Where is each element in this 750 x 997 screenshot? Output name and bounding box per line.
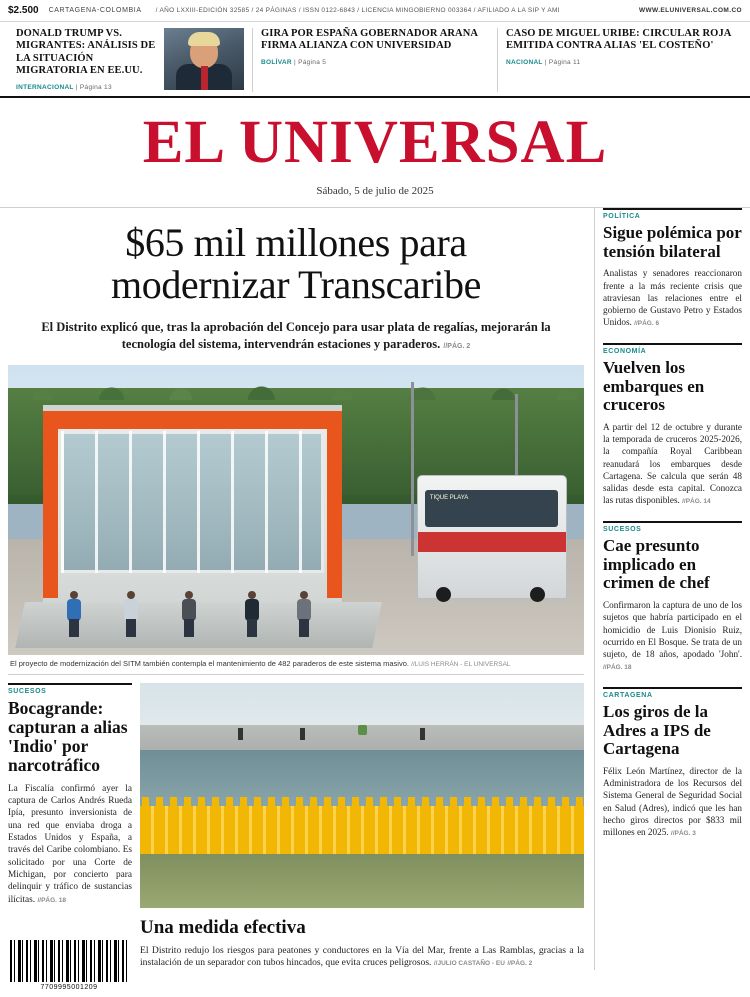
lead-deck-page: //PÁG. 2 (443, 342, 471, 350)
rail-headline[interactable]: Cae presunto implicado en crimen de chef (603, 536, 710, 593)
bocagrande-body (8, 783, 132, 907)
rail-body (603, 421, 742, 507)
medida-efectiva-credit: //JULIO CASTAÑO - EU (433, 960, 505, 968)
pedestrian-figure (123, 591, 139, 637)
pedestrian-figure (244, 591, 260, 637)
station-ribs (61, 431, 325, 573)
pedestrian-figure (238, 728, 243, 740)
barcode-area (10, 940, 128, 991)
rail-body-text: Félix León Martínez, director de la Administradora de los Recursos del Sistema General de Seguridad Social en Salud (Adres), indicó que les han hecho giros directos por $833 mil millones en 2025. (603, 766, 742, 838)
medida-efectiva-body (140, 945, 584, 971)
rail-body (603, 599, 742, 673)
pedestrian-figure (66, 591, 82, 637)
lead-story (8, 208, 584, 353)
station-roof-band (43, 411, 343, 429)
teaser-text (16, 28, 158, 92)
section-label-sucesos[interactable]: SUCESOS (603, 521, 742, 533)
teaser-photo-trump (164, 28, 244, 90)
pedestrian-figure (300, 728, 305, 740)
lead-photo (8, 365, 584, 655)
teaser-section[interactable]: INTERNACIONAL (16, 83, 74, 91)
photo-tie-shape (201, 66, 208, 90)
lead-headline-line2: modernizar Transcaribe (111, 262, 481, 308)
top-info-bar (0, 0, 750, 22)
lead-headline[interactable] (14, 222, 578, 307)
rail-story-economia (603, 343, 742, 517)
teaser-item[interactable] (8, 28, 252, 92)
bocagrande-headline[interactable]: Bocagrande: capturan a alias 'Indio' por narcotráfico (8, 697, 128, 776)
teaser-strip (0, 22, 750, 98)
website-url[interactable]: WWW.ELUNIVERSAL.COM.CO (638, 7, 742, 14)
photo-hair-shape (188, 32, 220, 46)
bocagrande-body-text: La Fiscalía confirmó ayer la captura de Carlos Andrés Rueda Ipía, presunto inversionista de una red que enviaba droga a Estados Unidos y España, a través del Caribe colombiano. Es solicitado por una Corte de Michigan, por concierto para delinquir y tráfico de sustancias ilícitas. (8, 783, 132, 905)
pedestrian-figure (181, 591, 197, 637)
teaser-section[interactable]: NACIONAL (506, 58, 543, 66)
rail-headline[interactable]: Los giros de la Adres a IPS de Cartagena (603, 701, 711, 759)
teaser-kicker (261, 59, 489, 66)
station-pillar-left (43, 423, 58, 597)
right-rail (594, 208, 742, 970)
newspaper-logo[interactable]: EL UNIVERSAL (142, 109, 608, 176)
photo2-grass (140, 854, 584, 908)
rail-story-cartagena (603, 687, 742, 849)
rail-story-sucesos (603, 521, 742, 683)
section-label-sucesos[interactable]: SUCESOS (8, 683, 132, 695)
cyclist-icon (358, 725, 367, 735)
section-label-economia[interactable]: ECONOMÍA (603, 343, 742, 355)
lead-deck-text: El Distrito explicó que, tras la aprobación del Concejo para usar plata de regalías, mejorarán la tecnología del sistema, intervendrán estaciones y paraderos. (41, 319, 551, 351)
rail-headline[interactable]: Sigue polémica por tensión bilateral (603, 223, 742, 261)
edition-metadata: / AÑO LXXIII-EDICIÓN 32585 / 24 PÁGINAS / ISSN 0122-6843 / LICENCIA MINGOBIERNO 003364 / AFILIADO A LA SIP Y AMI (155, 7, 560, 14)
rail-page: //PÁG. 3 (670, 830, 696, 838)
bocagrande-story (8, 683, 140, 971)
rail-body (603, 267, 742, 329)
lead-photo-caption (8, 655, 584, 675)
pedestrian-figure (420, 728, 425, 740)
pedestrian-figure (296, 591, 312, 637)
masthead (0, 98, 750, 208)
rail-story-politica (603, 208, 742, 339)
teaser-kicker (16, 84, 158, 91)
medida-efectiva-body-text: El Distrito redujo los riesgos para peatones y conductores en la Vía del Mar, frente a Las Ramblas, gracias a la instalación de un separador con tubos hincados, que evita cruces peligrosos. (140, 944, 584, 969)
transcaribe-station (43, 405, 343, 614)
bus-red-band (418, 532, 566, 552)
lead-deck (36, 319, 556, 353)
rail-body-text: Confirmaron la captura de uno de los sujetos que habría participado en el homicidio de Luis Dionisio Ruiz, ocurrido en El Bosque. Se trata de un sujeto, de 18 años, apodado 'John'. (603, 600, 742, 660)
teaser-page: | Página 13 (75, 83, 112, 91)
rail-body-text: Analistas y senadores reaccionaron frente a la más reciente crisis que atraviesan las relaciones entre el gobierno de Gustavo Petro y Estados Unidos. (603, 268, 742, 328)
station-pillar-right (327, 423, 342, 597)
lamp-post-icon (411, 382, 414, 556)
teaser-text (506, 28, 734, 92)
rail-page: //PÁG. 6 (634, 320, 660, 328)
rail-page: //PÁG. 14 (682, 498, 711, 506)
articulated-bus (417, 475, 567, 600)
yellow-separator-barrier (140, 806, 584, 856)
teaser-text (261, 28, 489, 92)
caption-credit: //LUIS HERRÁN - EL UNIVERSAL (411, 660, 511, 668)
medida-efectiva-headline[interactable]: Una medida efectiva (140, 916, 306, 938)
cover-price: $2.500 (8, 5, 39, 16)
medida-efectiva-page: //PÁG. 2 (507, 960, 533, 968)
rail-body-text: A partir del 12 de octubre y durante la temporada de cruceros 2025-2026, la compañía Royal Caribbean reanudará los embarques desde Cartagena. Se calcula que serán 48 salidas desde esta capital. Conozca las rutas disponibles. (603, 422, 742, 506)
teaser-page: | Página 11 (544, 58, 581, 66)
rail-headline[interactable]: Vuelven los embarques en cruceros (603, 357, 705, 415)
publication-date: Sábado, 5 de julio de 2025 (316, 185, 434, 197)
main-grid (0, 208, 750, 970)
bocagrande-page: //PÁG. 18 (37, 896, 66, 904)
rail-page: //PÁG. 18 (603, 664, 632, 672)
barcode-number: 7709995001209 (40, 984, 98, 991)
section-label-politica[interactable]: POLÍTICA (603, 208, 742, 220)
section-label-cartagena[interactable]: CARTAGENA (603, 687, 742, 699)
left-column (8, 208, 594, 970)
city-label: CARTAGENA-COLOMBIA (48, 7, 142, 14)
teaser-kicker (506, 59, 734, 66)
teaser-headline[interactable]: CASO DE MIGUEL URIBE: CIRCULAR ROJA EMITIDA CONTRA ALIAS 'EL COSTEÑO' (506, 28, 731, 52)
caption-text: El proyecto de modernización del SITM también contempla el mantenimiento de 482 paraderos de este sistema masivo. (10, 658, 409, 668)
teaser-page: | Página 5 (293, 58, 327, 66)
lower-left-section (8, 675, 584, 971)
teaser-item[interactable] (497, 28, 742, 92)
medida-efectiva-story (140, 683, 584, 971)
teaser-headline[interactable]: DONALD TRUMP VS. MIGRANTES: ANÁLISIS DE LA SITUACIÓN MIGRATORIA EN EE.UU. (16, 28, 156, 77)
teaser-item[interactable] (252, 28, 497, 92)
via-del-mar-photo (140, 683, 584, 908)
barcode-icon (10, 940, 128, 982)
teaser-headline[interactable]: GIRA POR ESPAÑA GOBERNADOR ARANA FIRMA ALIANZA CON UNIVERSIDAD (261, 28, 478, 52)
bus-route-label: TIQUE PLAYA (429, 495, 469, 502)
rail-body (603, 765, 742, 839)
teaser-section[interactable]: BOLÍVAR (261, 58, 292, 66)
lead-headline-line1: $65 mil millones para (125, 220, 467, 265)
